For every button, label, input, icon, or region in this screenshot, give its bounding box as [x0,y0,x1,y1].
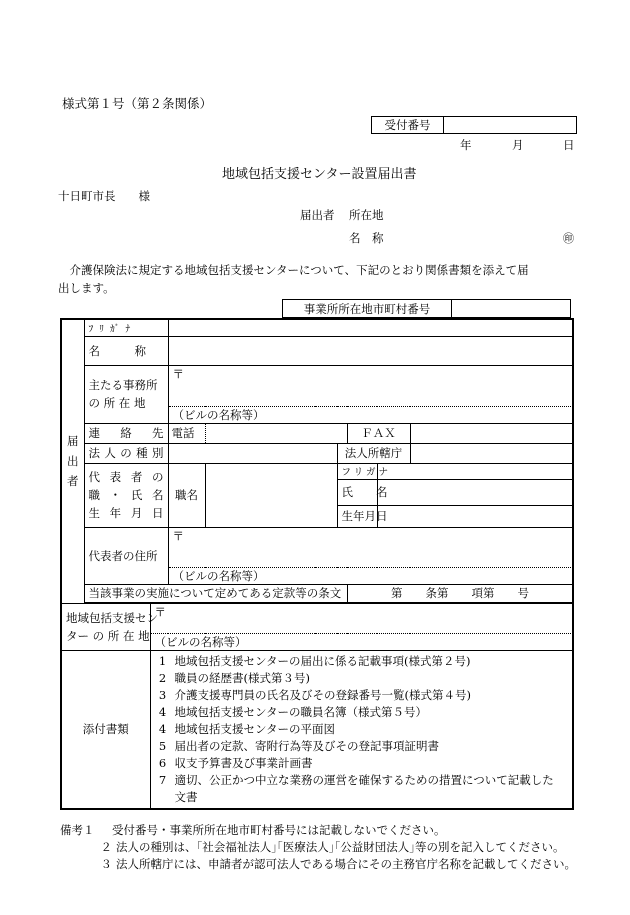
corp-authority-field[interactable] [410,443,573,463]
corp-type-field[interactable] [168,443,337,463]
note-1: 備考１ 受付番号・事業所所在地市町村番号には記載しないでください。 [60,823,446,837]
receipt-number-field[interactable] [444,117,577,134]
position-field[interactable] [205,463,337,527]
postal-mark: 〒 [172,528,185,543]
note-3: ３ 法人所轄庁には、申請者が認可法人である場合にその主務官庁名称を記載してください。 [100,857,576,871]
center-address-label: 地域包括支援セン ター の 所 在 地 [61,603,150,650]
articles-field[interactable]: 第 条第 項第 号 [347,584,573,602]
attachment-item: 5 届出者の定款、寄附行為等及びその登記事項証明書 [158,738,439,753]
office-address-label: 主たる事務所 の 所 在 地 [84,365,168,423]
date-year: 年 [460,138,472,152]
attachment-item: 4 地域包括支援センターの平面図 [158,721,336,736]
addressee: 十日町市長 様 [58,189,150,203]
building-name-label: （ビルの名称等） [154,634,247,649]
center-building-field[interactable] [150,633,573,650]
rep-name-label: 氏 名 [337,479,377,505]
municipality-number-label: 事業所所在地市町村番号 [283,300,452,318]
phone-label: 電話 [168,423,205,443]
furigana2-label: フリガナ [337,463,377,479]
furigana-field[interactable] [168,319,573,336]
rep-building-field[interactable] [168,567,573,584]
center-postal-field[interactable] [150,603,573,633]
receipt-number-box [371,116,577,134]
attachment-item-continued: 文書 [174,789,198,804]
fax-label: ＦＡＸ [347,423,410,443]
attachment-item: 4 地域包括支援センターの職員名簿（様式第５号） [158,704,428,719]
building-name-label: （ビルの名称等） [172,568,265,583]
articles-label: 当該事業の実施について定めてある定款等の条文 [84,584,347,602]
note-2: ２ 法人の種別は、｢社会福祉法人｣｢医療法人｣｢公益財団法人｣等の別を記入してください。 [100,840,565,854]
attachment-item: 6 収支予算書及び事業計画書 [158,755,313,770]
intro-text-line1: 介護保険法に規定する地域包括支援センターについて、下記のとおり関係書類を添えて届 [58,263,529,277]
representative-label: 代 表 者 の 職 ・ 氏 名 生 年 月 日 [84,463,168,527]
attachment-item: 7 適切、公正かつ中立な業務の運営を確保するための措置について記載した [158,772,554,787]
form-number: 様式第１号（第２条関係） [62,96,213,111]
postal-mark: 〒 [172,366,185,381]
position-label: 職名 [168,463,205,527]
seal-mark: ㊞ [563,232,574,245]
office-postal-field[interactable] [168,365,573,406]
attachment-item: 1 地域包括支援センターの届出に係る記載事項(様式第２号) [158,653,471,668]
receipt-number-label: 受付番号 [372,117,444,134]
name-label: 名 称 [84,336,168,365]
document-title: 地域包括支援センター設置届出書 [222,167,417,182]
building-name-label: （ビルの名称等） [172,407,265,422]
attachments-list [150,650,573,809]
municipality-number-field[interactable] [452,300,571,318]
date-day: 日 [563,138,575,152]
fax-field[interactable] [410,423,573,443]
attachment-item: 3 介護支援専門員の氏名及びその登録番号一覧(様式第４号) [158,687,471,702]
submitter-side-label: 届 出 者 [61,319,84,603]
birth-date-field[interactable] [377,505,573,527]
intro-text-line2: 出します。 [58,281,115,295]
date-month: 月 [512,138,524,152]
attachment-item: 2 職員の経歴書(様式第３号) [158,670,310,685]
municipality-number-box [282,299,571,318]
corp-type-label: 法人の種別 [84,443,168,463]
submitter-name-label: 名 称 [349,231,384,245]
submitter-address-label: 所在地 [349,208,384,222]
corp-authority-label: 法人所轄庁 [337,443,410,463]
rep-postal-field[interactable] [168,527,573,567]
postal-mark: 〒 [154,604,166,619]
submitter-label: 届出者 [300,208,335,222]
phone-field[interactable] [205,423,347,443]
rep-name-field[interactable] [377,479,573,505]
furigana2-field[interactable] [377,463,573,479]
attachments-label: 添付書類 [61,650,150,809]
name-field[interactable] [168,336,573,365]
birth-date-label: 生年月日 [337,505,377,527]
main-form-table [60,318,574,810]
furigana-label: ﾌﾘｶﾞﾅ [84,319,168,336]
contact-label: 連 絡 先 [84,423,168,443]
rep-address-label: 代表者の住所 [84,527,168,584]
office-building-field[interactable] [168,406,573,423]
